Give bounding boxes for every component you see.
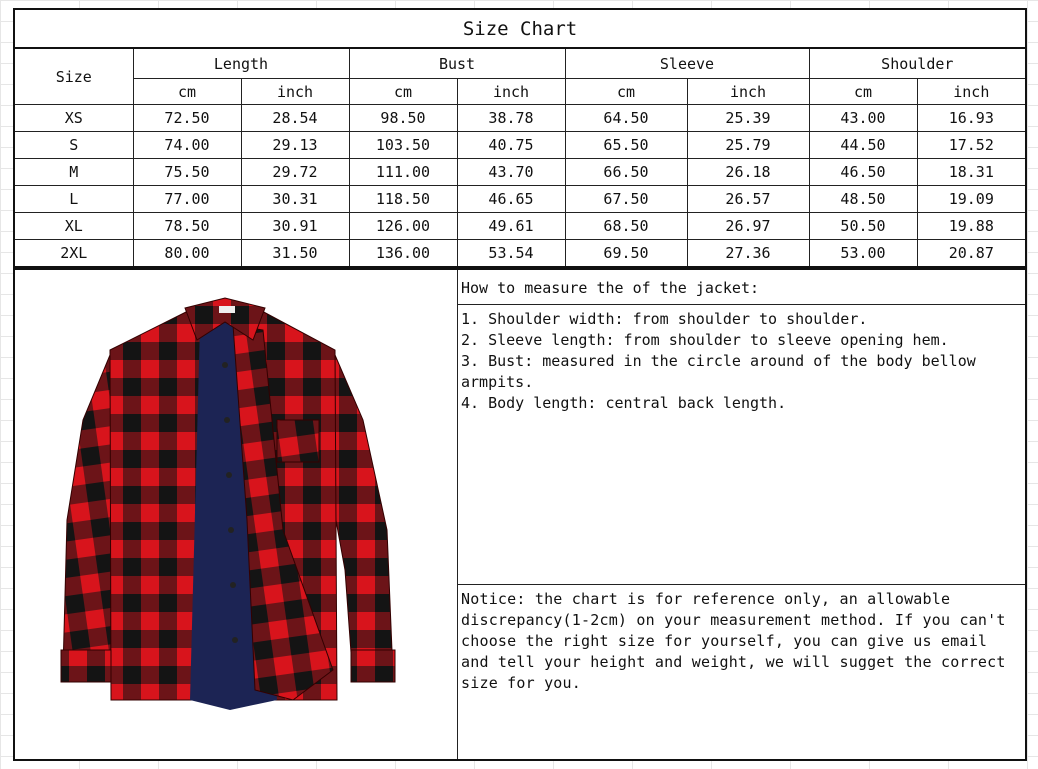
- value-cell: 27.36: [687, 240, 809, 268]
- value-cell: 18.31: [917, 159, 1026, 186]
- value-cell: 77.00: [133, 186, 241, 213]
- size-cell: M: [14, 159, 133, 186]
- bust-group-header: Bust: [349, 48, 565, 79]
- value-cell: 49.61: [457, 213, 565, 240]
- size-cell: XS: [14, 105, 133, 132]
- list-item: 2. Sleeve length: from shoulder to sleeve opening hem.: [461, 331, 949, 349]
- value-cell: 26.18: [687, 159, 809, 186]
- value-cell: 46.50: [809, 159, 917, 186]
- value-cell: 25.39: [687, 105, 809, 132]
- unit-header: inch: [687, 79, 809, 105]
- unit-header-row: [14, 79, 1026, 105]
- unit-header: cm: [565, 79, 687, 105]
- value-cell: 64.50: [565, 105, 687, 132]
- list-item: 3. Bust: measured in the circle around of the body bellow armpits.: [461, 352, 976, 391]
- notice-text: Notice: the chart is for reference only, an allowable discrepancy(1-2cm) on your measurement method. If you can't choose the right size for yourself, you can give us email and tell your height and weight, we will sugget the correct size for you.: [461, 590, 1006, 692]
- value-cell: 53.54: [457, 240, 565, 268]
- length-group-header: Length: [133, 48, 349, 79]
- value-cell: 103.50: [349, 132, 457, 159]
- value-cell: 80.00: [133, 240, 241, 268]
- value-cell: 66.50: [565, 159, 687, 186]
- value-cell: 19.09: [917, 186, 1026, 213]
- value-cell: 30.91: [241, 213, 349, 240]
- value-cell: 136.00: [349, 240, 457, 268]
- how-to-list: [458, 305, 1025, 585]
- value-cell: 43.00: [809, 105, 917, 132]
- value-cell: 48.50: [809, 186, 917, 213]
- unit-header: inch: [241, 79, 349, 105]
- value-cell: 50.50: [809, 213, 917, 240]
- value-cell: 72.50: [133, 105, 241, 132]
- plaid-shirt-illustration: [15, 270, 457, 759]
- value-cell: 44.50: [809, 132, 917, 159]
- value-cell: 68.50: [565, 213, 687, 240]
- value-cell: 69.50: [565, 240, 687, 268]
- value-cell: 65.50: [565, 132, 687, 159]
- sleeve-group-header: Sleeve: [565, 48, 809, 79]
- table-row: [14, 159, 1026, 186]
- value-cell: 16.93: [917, 105, 1026, 132]
- size-cell: XL: [14, 213, 133, 240]
- value-cell: 98.50: [349, 105, 457, 132]
- value-cell: 53.00: [809, 240, 917, 268]
- value-cell: 26.57: [687, 186, 809, 213]
- table-row: [14, 213, 1026, 240]
- value-cell: 126.00: [349, 213, 457, 240]
- value-cell: 46.65: [457, 186, 565, 213]
- size-column-header: Size: [14, 48, 133, 105]
- value-cell: 74.00: [133, 132, 241, 159]
- size-chart-table: [13, 8, 1027, 268]
- shoulder-group-header: Shoulder: [809, 48, 1026, 79]
- how-to-heading: How to measure the of the jacket:: [458, 270, 1025, 305]
- unit-header: cm: [809, 79, 917, 105]
- table-row: [14, 105, 1026, 132]
- measurement-instructions: [458, 270, 1025, 759]
- size-cell: S: [14, 132, 133, 159]
- value-cell: 118.50: [349, 186, 457, 213]
- table-row: [14, 132, 1026, 159]
- unit-header: cm: [349, 79, 457, 105]
- value-cell: 26.97: [687, 213, 809, 240]
- value-cell: 29.13: [241, 132, 349, 159]
- chest-pocket: [277, 420, 319, 462]
- unit-header: inch: [917, 79, 1026, 105]
- size-cell: 2XL: [14, 240, 133, 268]
- value-cell: 111.00: [349, 159, 457, 186]
- list-item: 4. Body length: central back length.: [461, 394, 787, 412]
- unit-header: inch: [457, 79, 565, 105]
- value-cell: 38.78: [457, 105, 565, 132]
- value-cell: 29.72: [241, 159, 349, 186]
- details-section: [13, 268, 1027, 761]
- size-cell: L: [14, 186, 133, 213]
- value-cell: 43.70: [457, 159, 565, 186]
- value-cell: 20.87: [917, 240, 1026, 268]
- value-cell: 19.88: [917, 213, 1026, 240]
- chart-title: Size Chart: [14, 9, 1026, 48]
- value-cell: 67.50: [565, 186, 687, 213]
- unit-header: cm: [133, 79, 241, 105]
- table-row: [14, 186, 1026, 213]
- value-cell: 17.52: [917, 132, 1026, 159]
- value-cell: 30.31: [241, 186, 349, 213]
- list-item: 1. Shoulder width: from shoulder to shoulder.: [461, 310, 868, 328]
- value-cell: 25.79: [687, 132, 809, 159]
- table-row: [14, 240, 1026, 268]
- value-cell: 40.75: [457, 132, 565, 159]
- value-cell: 75.50: [133, 159, 241, 186]
- value-cell: 28.54: [241, 105, 349, 132]
- value-cell: 31.50: [241, 240, 349, 268]
- value-cell: 78.50: [133, 213, 241, 240]
- product-image: [15, 270, 458, 759]
